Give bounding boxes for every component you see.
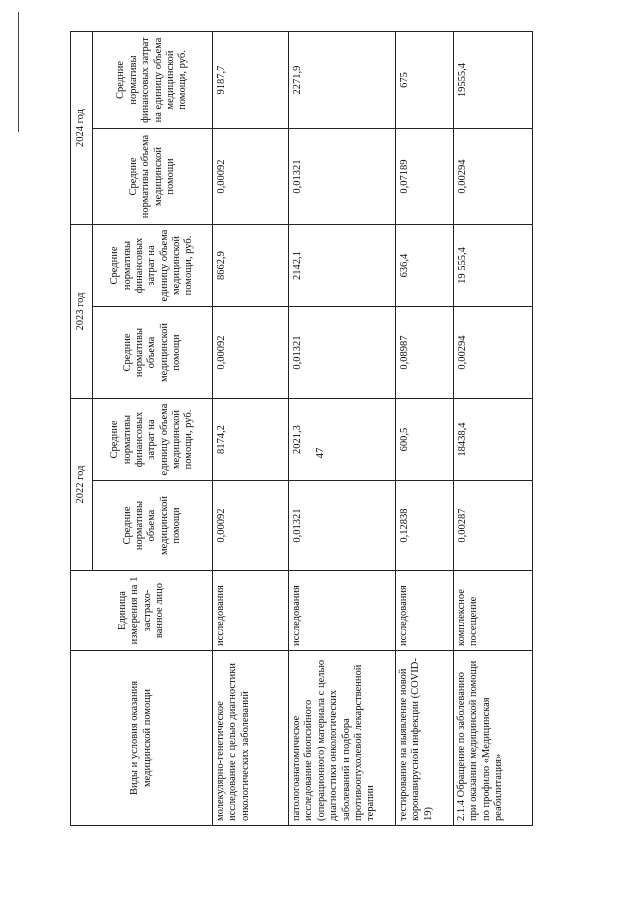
row-type-cell: тестирование на выявление новой коронавирусной инфекции (COVID-19) [396,651,454,826]
volume-2022-cell: 0,01321 [289,481,396,571]
row-unit-cell: исследования [213,571,289,651]
volume-2024-cell: 0,01321 [289,129,396,225]
volume-2023-cell: 0,01321 [289,307,396,399]
medical-standards-table [70,31,533,826]
header-cost-2023: Средние нормативы финансовых затрат на единицу объема медицинской помощи, руб. [93,225,213,307]
footnote-separator [18,12,19,132]
header-volume-2022: Средние нормативы объема медицинской помощи [93,481,213,571]
cost-2023-cell: 636,4 [396,225,454,307]
cost-2023-cell: 2142,1 [289,225,396,307]
cost-2024-cell: 19555,4 [454,32,533,129]
page-number: 47 [314,447,326,459]
header-volume-2023: Средние нормативы объема медицинской помощи [93,307,213,399]
cost-2022-cell: 600,5 [396,399,454,481]
rotated-table-container [70,32,532,826]
header-row-years [71,32,93,826]
volume-2022-cell: 0,00092 [213,481,289,571]
cost-2023-cell: 8662,9 [213,225,289,307]
cost-2024-cell: 2271,9 [289,32,396,129]
volume-2023-cell: 0,00294 [454,307,533,399]
header-year-2023: 2023 год [71,225,93,399]
cost-2023-cell: 19 555,4 [454,225,533,307]
table-row [213,32,289,826]
row-unit-cell: комплексное посещение [454,571,533,651]
cost-2022-cell: 2021,3 [289,399,396,481]
header-volume-2024: Средние нормативы объема медицинской помощи [93,129,213,225]
volume-2022-cell: 0,00287 [454,481,533,571]
volume-2022-cell: 0,12838 [396,481,454,571]
volume-2024-cell: 0,07189 [396,129,454,225]
header-year-2024: 2024 год [71,32,93,225]
row-type-cell: молекулярно-генетическое исследование с целью диагностики онкологических заболеваний [213,651,289,826]
cost-2024-cell: 9187,7 [213,32,289,129]
header-cost-2022: Средние нормативы финансовых затрат на единицу объема медицинской помощи, руб. [93,399,213,481]
header-cost-2024: Средние нормативы финансовых затрат на единицу объема медицинской помощи, руб. [93,32,213,129]
cost-2022-cell: 8174,2 [213,399,289,481]
table-row [454,32,533,826]
row-type-cell: 2.1.4 Обращение по заболеванию при оказании медицинской помощи по профилю «Медицинская реабилитация» [454,651,533,826]
row-unit-cell: исследования [289,571,396,651]
row-unit-cell: исследования [396,571,454,651]
volume-2024-cell: 0,00092 [213,129,289,225]
header-type-cell: Виды и условия оказания медицинской помощи [71,651,213,826]
cost-2022-cell: 18438,4 [454,399,533,481]
row-type-cell: патологоанатомическое исследование биопсийного (операционного) материала с целью диагностики онкологических заболеваний и подбора противоопухолевой лекарственной терапии [289,651,396,826]
volume-2023-cell: 0,08987 [396,307,454,399]
table-row [289,32,396,826]
header-year-2022: 2022 год [71,399,93,571]
table-row [396,32,454,826]
volume-2023-cell: 0,00092 [213,307,289,399]
header-unit-cell: Единица измерения на 1 застрахо-ванное лицо [71,571,213,651]
cost-2024-cell: 675 [396,32,454,129]
volume-2024-cell: 0,00294 [454,129,533,225]
